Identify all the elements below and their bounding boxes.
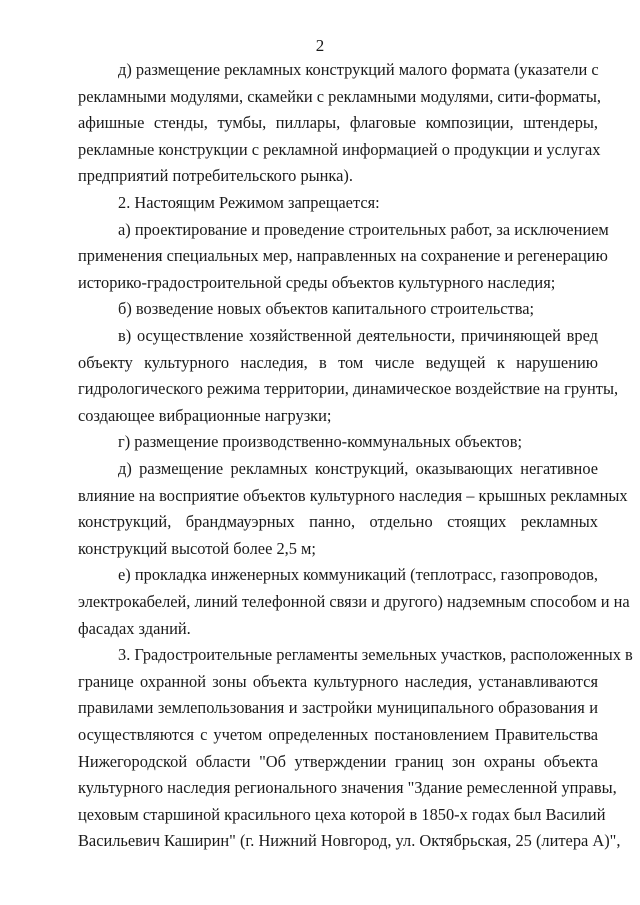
text-line: правилами землепользования и застройки муниципального образования и xyxy=(78,698,598,718)
text-line: Нижегородской области "Об утверждении границ зон охраны объекта xyxy=(78,751,598,771)
text-line: гидрологического режима территории, динамическое воздействие на грунты, xyxy=(78,379,619,399)
text-line: фасадах зданий. xyxy=(78,618,191,638)
text-line: рекламные конструкции с рекламной информацией о продукции и услугах xyxy=(78,139,601,159)
text-line: объекту культурного наследия, в том числе ведущей к нарушению xyxy=(78,352,598,372)
text-line: Васильевич Каширин" (г. Нижний Новгород, ул. Октябрьская, 25 (литера А)", xyxy=(78,831,621,851)
text-line: цеховым старшиной красильного цеха которой в 1850-х годах был Василий xyxy=(78,804,606,824)
page-number: 2 xyxy=(315,36,325,55)
text-line: границе охранной зоны объекта культурного наследия, устанавливаются xyxy=(78,671,598,691)
text-line: влияние на восприятие объектов культурного наследия – крышных рекламных xyxy=(78,485,628,505)
text-line: д) размещение рекламных конструкций, оказывающих негативное xyxy=(118,459,598,478)
text-line: рекламными модулями, скамейки с рекламными модулями, сити-форматы, xyxy=(78,86,601,106)
text-line: создающее вибрационные нагрузки; xyxy=(78,405,332,425)
text-line: электрокабелей, линий телефонной связи и другого) надземным способом и на xyxy=(78,592,630,611)
text-line: е) прокладка инженерных коммуникаций (теплотрасс, газопроводов, xyxy=(118,565,598,585)
text-line: б) возведение новых объектов капитального строительства; xyxy=(118,299,535,319)
text-line: историко-градостроительной среды объектов культурного наследия; xyxy=(78,272,556,292)
text-line: 3. Градостроительные регламенты земельных участков, расположенных в xyxy=(118,645,633,665)
text-line: конструкций высотой более 2,5 м; xyxy=(78,538,316,558)
text-line: 2. Настоящим Режимом запрещается: xyxy=(118,193,380,212)
text-line: афишные стенды, тумбы, пиллары, флаговые композиции, штендеры, xyxy=(78,113,598,133)
text-line: осуществляются с учетом определенных постановлением Правительства xyxy=(78,725,598,744)
text-line: применения специальных мер, направленных на сохранение и регенерацию xyxy=(78,246,608,266)
text-line: г) размещение производственно-коммунальных объектов; xyxy=(118,432,523,452)
text-line: конструкций, брандмауэрных панно, отдельно стоящих рекламных xyxy=(78,512,598,532)
text-line: а) проектирование и проведение строительных работ, за исключением xyxy=(118,219,609,239)
text-line: д) размещение рекламных конструкций малого формата (указатели с xyxy=(118,60,599,79)
text-line: культурного наследия регионального значения "Здание ремесленной управы, xyxy=(78,778,617,798)
text-line: предприятий потребительского рынка). xyxy=(78,166,353,186)
text-line: в) осуществление хозяйственной деятельности, причиняющей вред xyxy=(118,326,598,345)
